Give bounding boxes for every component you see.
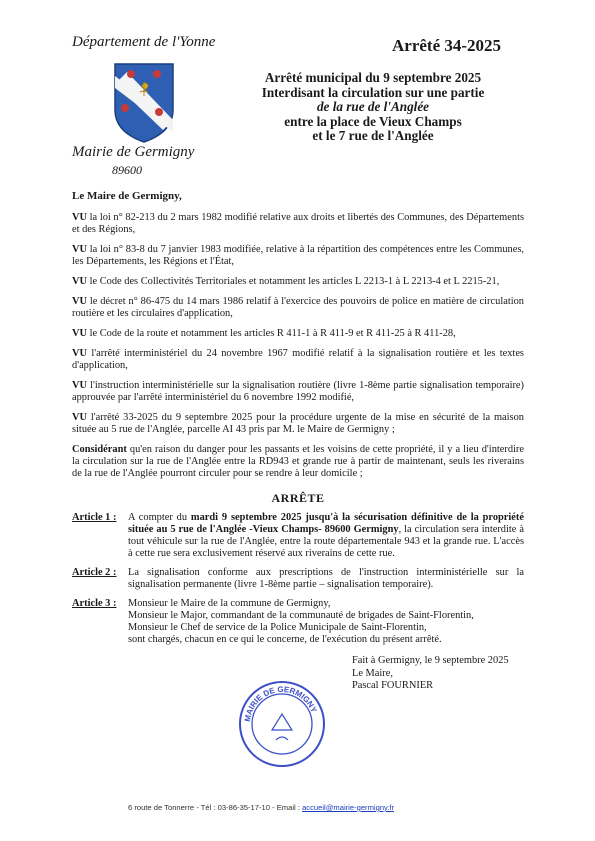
footer-address: 6 route de Tonnerre - Tél : 03-86-35-17-10 - Email :: [128, 803, 300, 812]
vu-clause: VU le décret n° 86-475 du 14 mars 1986 relatif à l'exercice des pouvoirs de police en matière de circulation routière et les circulaires d'application,: [72, 296, 524, 319]
document-title: [232, 71, 514, 144]
signer-role: Le Maire,: [352, 667, 393, 679]
document-body: [72, 190, 524, 653]
arrete-number: Arrêté 34-2025: [392, 36, 502, 55]
mairie-stamp: [236, 678, 328, 770]
title-line-5: et le 7 rue de l'Anglée: [312, 128, 434, 144]
article-text: A compter du mardi 9 septembre 2025 jusqu'à la sécurisation définitive de la propriété située au 5 rue de l'Anglée -Vieux Champs- 89600 Germigny, la circulation sera interdite à tout véhicule sur la rue de l'Anglée, entre la route départementale 943 et la grande rue. L'accès à cette rue sera exclusivement réservé aux riverains de cette rue.: [128, 512, 524, 559]
mairie-name: Mairie de Germigny: [72, 144, 195, 160]
article-text: Monsieur le Maire de la commune de Germigny, Monsieur le Major, commandant de la communauté de brigades de Saint-Florentin, Monsieur le Chef de service de la Police Municipale de Saint-Florentin, sont chargés, chacun en ce qui le concerne, de l'exécution du présent arrêté.: [128, 598, 474, 645]
vu-clause: VU le Code des Collectivités Territoriales et notamment les articles L 2213-1 à L 2213-4 et L 2215-21,: [72, 276, 500, 287]
coat-of-arms-logo: [113, 62, 175, 144]
vu-clause: VU l'arrêté interministériel du 24 novembre 1967 modifié relatif à la signalisation routière et les textes d'application,: [72, 348, 524, 371]
title-line-3: de la rue de l'Anglée: [316, 99, 430, 115]
considerant-clause: Considérant qu'en raison du danger pour les passants et les voisins de cette propriété, il y a lieu d'interdire la circulation sur la rue de l'Anglée entre la RD943 et grande rue à partir de maintenant, seuls les riverains de la rue de l'Anglée pourront circuler pour se rendre à leur domicile ;: [72, 444, 524, 479]
vu-clause: VU la loi n° 83-8 du 7 janvier 1983 modifiée, relative à la répartition des compétences entre les Communes, les Départements, les Régions et l'État,: [72, 244, 524, 267]
stamp-text: MAIRIE DE GERMIGNY: [242, 684, 319, 723]
vu-clause: VU la loi n° 82-213 du 2 mars 1982 modifié relative aux droits et libertés des Communes, des Départements et des Régions,: [72, 212, 524, 235]
footer-email-link[interactable]: accueil@mairie-germigny.fr: [302, 803, 395, 812]
vu-clause: VU le Code de la route et notamment les articles R 411-1 à R 411-9 et R 411-25 à R 411-28,: [72, 328, 456, 339]
signature-block: [352, 655, 509, 693]
page-footer: [128, 803, 394, 812]
title-line-4: entre la place de Vieux Champs: [284, 113, 462, 129]
department-name: Département de l'Yonne: [72, 34, 216, 50]
article-text: La signalisation conforme aux prescriptions de l'instruction interministérielle sur la signalisation permanente (livre 1-8ème partie – signalisation temporaire).: [128, 567, 524, 590]
arrete-heading: ARRÊTE: [271, 491, 325, 505]
maire-heading: Le Maire de Germigny,: [72, 190, 182, 202]
article-3: [72, 598, 524, 646]
title-line-1: Arrêté municipal du 9 septembre 2025: [264, 70, 482, 85]
vu-clause: VU l'arrêté 33-2025 du 9 septembre 2025 pour la procédure urgente de la mise en sécurité de la maison située au 5 rue de l'Anglée, parcelle AI 43 pris par M. le Maire de Germigny ;: [72, 412, 524, 435]
article-1: [72, 512, 524, 560]
place-date: Fait à Germigny, le 9 septembre 2025: [352, 655, 509, 666]
title-line-2: Interdisant la circulation sur une partie: [261, 84, 485, 100]
postcode: 89600: [112, 163, 142, 177]
article-label: Article 2 :: [72, 567, 117, 578]
signer-name: Pascal FOURNIER: [352, 680, 434, 691]
article-2: [72, 567, 524, 591]
article-label: Article 3 :: [72, 598, 117, 609]
article-label: Article 1 :: [72, 512, 117, 523]
vu-clause: VU l'instruction interministérielle sur la signalisation routière (livre 1-8ème partie signalisation temporaire) approuvée par l'arrêté interministériel du 6 novembre 1992 modifié,: [72, 380, 524, 403]
